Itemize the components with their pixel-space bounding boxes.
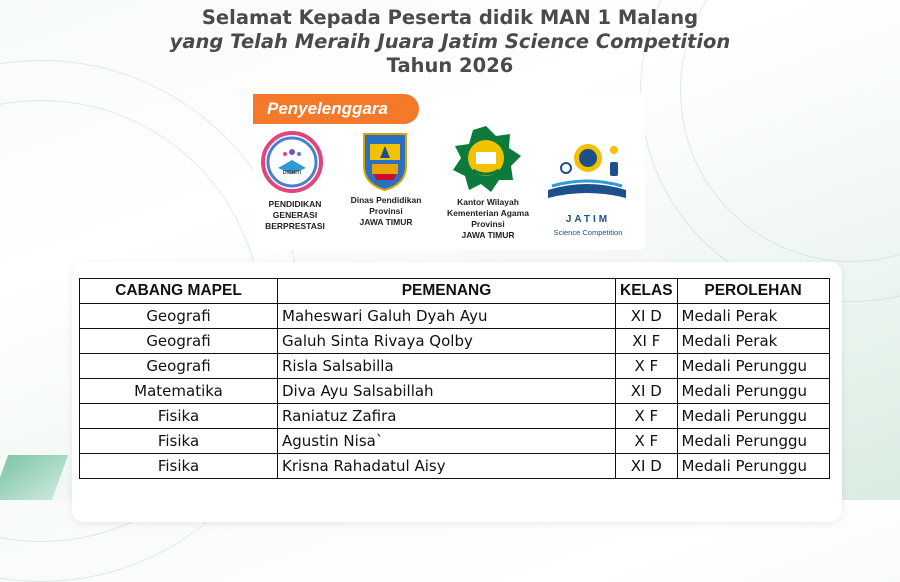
cell-subject: Geografi — [80, 354, 278, 379]
dinas-pendidikan-caption: Dinas Pendidikan Provinsi JAWA TIMUR — [350, 195, 422, 227]
cell-subject: Fisika — [80, 429, 278, 454]
digniti-caption: PENDIDIKAN GENERASI BERPRESTASI — [265, 199, 325, 231]
jatim-science-competition-logo — [544, 128, 630, 212]
table-row — [80, 379, 830, 404]
cell-subject: Geografi — [80, 329, 278, 354]
table-row — [80, 454, 830, 479]
digniti-wordmark: DIGNITI — [282, 170, 302, 176]
cell-winner: Krisna Rahadatul Aisy — [278, 454, 616, 479]
cell-class: XI D — [616, 379, 678, 404]
table-row — [80, 404, 830, 429]
cell-award: Medali Perak — [677, 329, 829, 354]
cell-winner: Diva Ayu Salsabillah — [278, 379, 616, 404]
cell-winner: Raniatuz Zafira — [278, 404, 616, 429]
headline-line-3: Tahun 2026 — [386, 54, 514, 77]
cell-award: Medali Perunggu — [677, 454, 829, 479]
headline-line-1: Selamat Kepada Peserta didik MAN 1 Malang — [201, 6, 699, 29]
cell-award: Medali Perunggu — [677, 429, 829, 454]
jatim-subtitle: Science Competition — [553, 228, 623, 237]
jatim-title: JATIM — [565, 214, 611, 225]
cell-subject: Geografi — [80, 304, 278, 329]
cell-class: XI F — [616, 329, 678, 354]
cell-winner: Galuh Sinta Rivaya Qolby — [278, 329, 616, 354]
header-cabang-mapel: CABANG MAPEL — [80, 279, 278, 304]
headline-line-2: yang Telah Meraih Juara Jatim Science Competition — [169, 30, 731, 53]
digniti-logo — [260, 130, 324, 194]
cell-class: X F — [616, 429, 678, 454]
cell-class: XI D — [616, 304, 678, 329]
table-row — [80, 429, 830, 454]
cell-subject: Matematika — [80, 379, 278, 404]
table-header-row — [80, 279, 830, 304]
kemenag-caption: Kantor Wilayah Kementerian Agama Provinsi JAWA TIMUR — [447, 197, 529, 240]
cell-winner: Agustin Nisa` — [278, 429, 616, 454]
cell-award: Medali Perunggu — [677, 379, 829, 404]
header-perolehan: PEROLEHAN — [677, 279, 829, 304]
table-row — [80, 354, 830, 379]
table-row — [80, 304, 830, 329]
cell-subject: Fisika — [80, 404, 278, 429]
organizers-badge: Penyelenggara — [253, 94, 419, 124]
cell-award: Medali Perak — [677, 304, 829, 329]
kemenag-logo — [449, 124, 523, 194]
cell-award: Medali Perunggu — [677, 404, 829, 429]
headline — [0, 6, 900, 78]
cell-class: X F — [616, 404, 678, 429]
jatim-shield-logo — [360, 130, 410, 192]
table-row — [80, 329, 830, 354]
cell-winner: Risla Salsabilla — [278, 354, 616, 379]
winners-table — [79, 278, 830, 479]
header-pemenang: PEMENANG — [278, 279, 616, 304]
cell-class: XI D — [616, 454, 678, 479]
cell-award: Medali Perunggu — [677, 354, 829, 379]
cell-winner: Maheswari Galuh Dyah Ayu — [278, 304, 616, 329]
cell-class: X F — [616, 354, 678, 379]
header-kelas: KELAS — [616, 279, 678, 304]
cell-subject: Fisika — [80, 454, 278, 479]
